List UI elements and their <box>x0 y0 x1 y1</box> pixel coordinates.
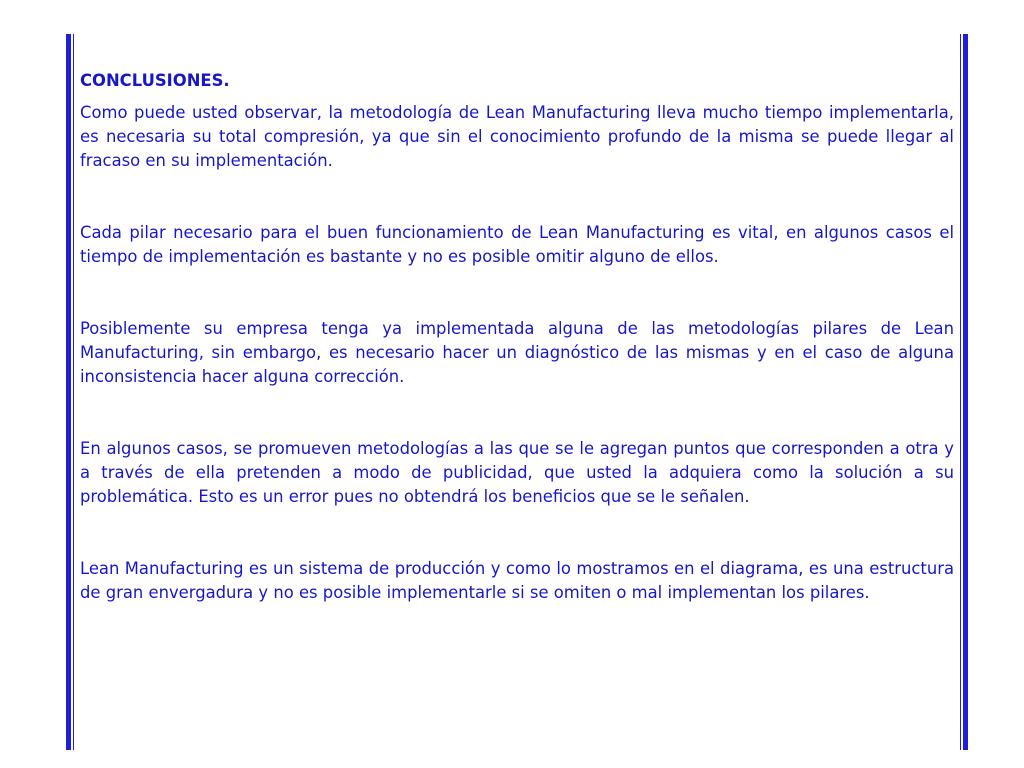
paragraph-2: Cada pilar necesario para el buen funcionamiento de Lean Manufacturing es vital, en algunos casos el tiempo de implementación es bastante y no es posible omitir alguno de ellos. <box>80 223 954 266</box>
document-content <box>80 69 954 605</box>
paragraph-1: Como puede usted observar, la metodología de Lean Manufacturing lleva mucho tiempo implementarla, es necesaria su total compresión, ya que sin el conocimiento profundo de la misma se puede llegar al fracaso en su implementación. <box>80 103 954 170</box>
left-border-thick <box>66 34 71 750</box>
paragraph-5: Lean Manufacturing es un sistema de producción y como lo mostramos en el diagrama, es una estructura de gran envergadura y no es posible implementarle si se omiten o mal implementan los pilares. <box>80 559 954 602</box>
section-heading: CONCLUSIONES. <box>80 71 230 90</box>
left-border-thin <box>73 34 74 750</box>
paragraph-3: Posiblemente su empresa tenga ya implementada alguna de las metodologías pilares de Lean Manufacturing, sin embargo, es necesario hacer un diagnóstico de las mismas y en el caso de alguna inconsistencia hacer alguna corrección. <box>80 319 954 386</box>
right-border-thick <box>963 34 968 750</box>
paragraph-4: En algunos casos, se promueven metodologías a las que se le agregan puntos que corresponden a otra y a través de ella pretenden a modo de publicidad, que usted la adquiera como la solución a su problemática. Esto es un error pues no obtendrá los beneficios que se le señalen. <box>80 439 954 506</box>
right-border-thin <box>960 34 961 750</box>
